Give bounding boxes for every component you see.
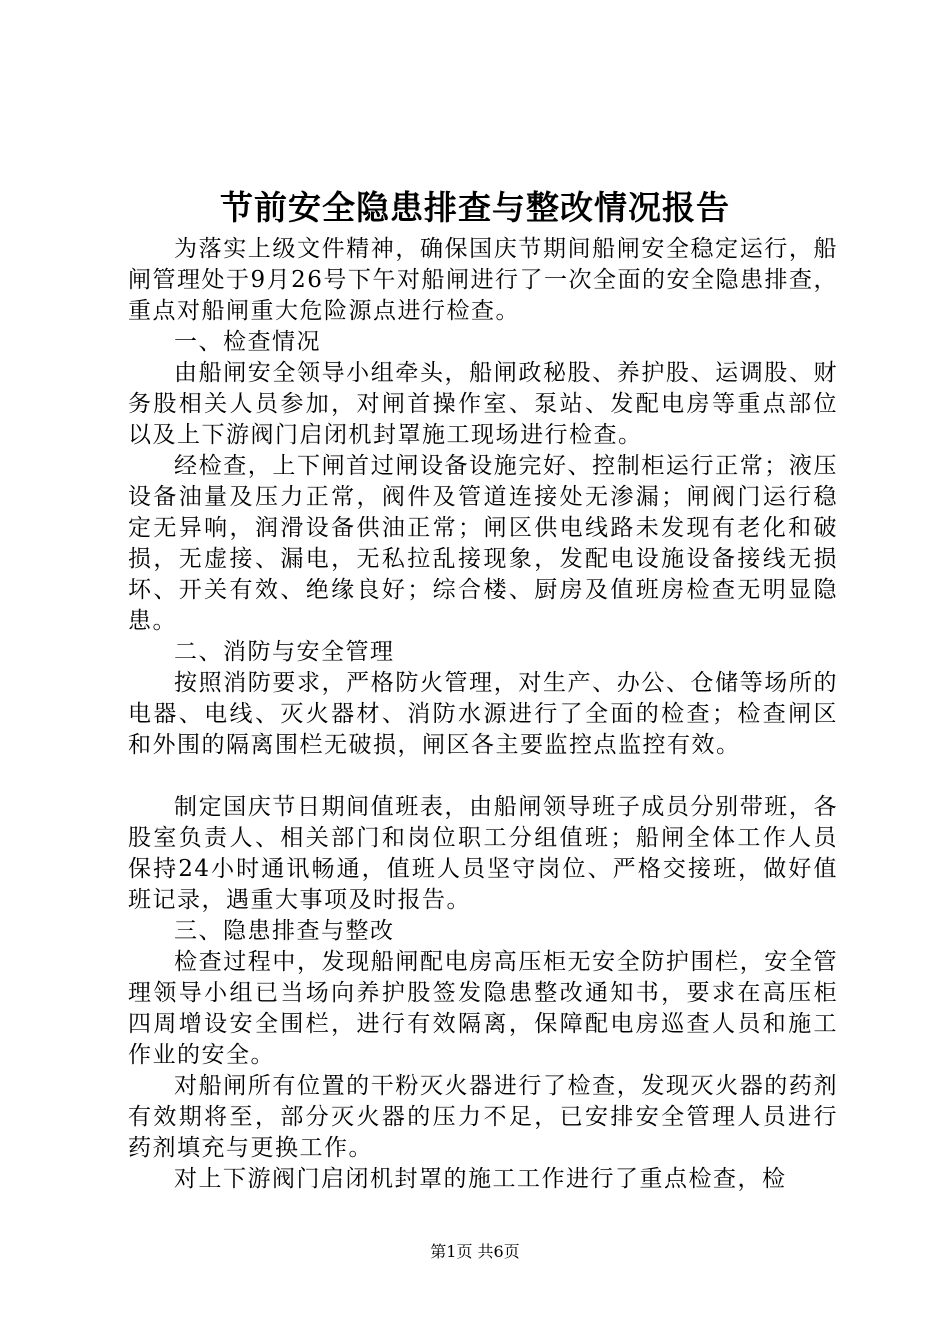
paragraph: 制定国庆节日期间值班表，由船闸领导班子成员分别带班，各股室负责人、相关部门和岗位职工分组值班；船闸全体工作人员保持24小时通讯畅通，值班人员坚守岗位、严格交接班，做好值班记录，遇重大事项及时报告。 bbox=[128, 794, 838, 913]
section-heading-2: 二、消防与安全管理 bbox=[174, 639, 395, 665]
section-heading-1: 一、检查情况 bbox=[174, 329, 321, 355]
document-title: 节前安全隐患排查与整改情况报告 bbox=[220, 188, 730, 227]
document-body bbox=[128, 234, 838, 1195]
blank-line bbox=[128, 761, 838, 792]
paragraph: 对船闸所有位置的干粉灭火器进行了检查，发现灭火器的药剂有效期将至，部分灭火器的压力不足，已安排安全管理人员进行药剂填充与更换工作。 bbox=[128, 1073, 838, 1161]
paragraph: 对上下游阀门启闭机封罩的施工工作进行了重点检查，检 bbox=[174, 1166, 787, 1192]
paragraph: 按照消防要求，严格防火管理，对生产、办公、仓储等场所的电器、电线、灭火器材、消防水源进行了全面的检查；检查闸区和外围的隔离围栏无破损，闸区各主要监控点监控有效。 bbox=[128, 670, 838, 758]
paragraph: 经检查，上下闸首过闸设备设施完好、控制柜运行正常；液压设备油量及压力正常，阀件及管道连接处无渗漏；闸阀门运行稳定无异响，润滑设备供油正常；闸区供电线路未发现有老化和破损，无虚接、漏电，无私拉乱接现象，发配电设施设备接线无损坏、开关有效、绝缘良好；综合楼、厨房及值班房检查无明显隐患。 bbox=[128, 453, 838, 634]
paragraph: 检查过程中，发现船闸配电房高压柜无安全防护围栏，安全管理领导小组已当场向养护股签发隐患整改通知书，要求在高压柜四周增设安全围栏，进行有效隔离，保障配电房巡查人员和施工作业的安全。 bbox=[128, 949, 838, 1068]
paragraph: 由船闸安全领导小组牵头，船闸政秘股、养护股、运调股、财务股相关人员参加，对闸首操作室、泵站、发配电房等重点部位以及上下游阀门启闭机封罩施工现场进行检查。 bbox=[128, 360, 838, 448]
page-number-footer: 第1页 共6页 bbox=[430, 1242, 520, 1261]
paragraph-intro: 为落实上级文件精神，确保国庆节期间船闸安全稳定运行，船闸管理处于9月26号下午对船闸进行了一次全面的安全隐患排查，重点对船闸重大危险源点进行检查。 bbox=[128, 236, 838, 324]
section-heading-3: 三、隐患排查与整改 bbox=[174, 918, 395, 944]
